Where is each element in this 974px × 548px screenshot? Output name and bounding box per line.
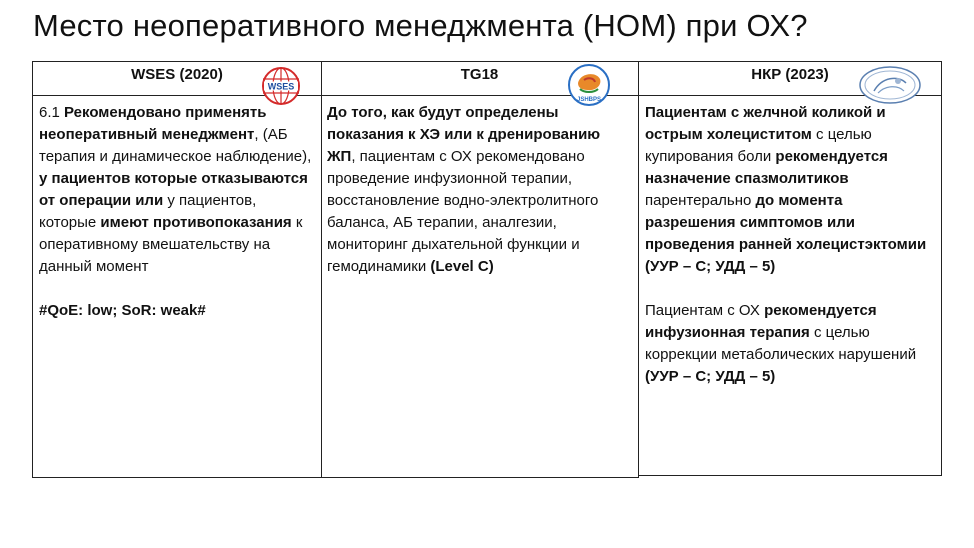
- text-bold: до момента разрешения симптомов или проведения ранней холецистэктомии: [645, 192, 927, 253]
- text-bold: Рекомендовано применять неоперативный менеджмент: [39, 104, 267, 143]
- text-span: с целью коррекции метаболических нарушений: [645, 324, 917, 363]
- text-bold: До того, как будут определены показания к ХЭ или к дренированию ЖП: [327, 104, 601, 165]
- wses-paragraph-recommendation: [39, 102, 315, 278]
- text-span: парентерально: [645, 192, 756, 209]
- text-bold: у пациентов которые отказываются от операции или: [39, 170, 308, 209]
- column-body-wses: [32, 96, 322, 478]
- tg18-paragraph-recommendation: [327, 102, 632, 278]
- wses-evidence-level: [39, 300, 315, 322]
- column-header-wses: WSES (2020): [32, 61, 322, 96]
- column-tg18: [321, 61, 639, 478]
- wses-logo-text: WSES: [267, 81, 295, 92]
- text-span: , пациентам с ОХ рекомендовано проведение инфузионной терапии, восстановление водно-электролитного баланса, АБ терапии, аналгезии, мониторинг дыхательной функции и гемодинамики: [327, 148, 599, 275]
- column-header-nkr: НКР (2023): [639, 61, 942, 96]
- text-span: Пациентам с ОХ: [645, 302, 765, 319]
- text-span: к оперативному вмешательству на данный момент: [39, 214, 303, 275]
- text-span: , (АБ терапия и динамическое наблюдение),: [39, 126, 312, 165]
- wses-logo-icon: [261, 66, 301, 106]
- column-body-nkr: [639, 96, 942, 476]
- nkr-paragraph-infusion: [645, 300, 935, 388]
- jshbps-logo-text: JSHBPS: [576, 97, 602, 103]
- text-bold: рекомендуется инфузионная терапия: [645, 302, 877, 341]
- nkr-society-emblem-icon: [858, 65, 922, 105]
- text-bold: (УУР – С; УДД – 5): [645, 368, 776, 385]
- column-nkr: [639, 61, 942, 476]
- column-wses: [32, 61, 322, 478]
- text-bold: #QoE: low; SoR: weak#: [39, 302, 206, 319]
- slide-title: Место неоперативного менеджмента (НОМ) при ОХ?: [33, 8, 808, 43]
- text-bold: (УУР – С; УДД – 5): [645, 258, 776, 275]
- text-span: 6.1: [39, 104, 65, 121]
- text-span: с целью купирования боли: [645, 126, 872, 165]
- text-bold: Пациентам с желчной коликой и острым холециститом: [645, 104, 886, 143]
- text-bold: (Level C): [430, 258, 494, 275]
- text-span: у пациентов, которые: [39, 192, 257, 231]
- column-body-tg18: [321, 96, 639, 478]
- text-bold: имеют противопоказания: [100, 214, 292, 231]
- text-bold: рекомендуется назначение спазмолитиков: [645, 148, 888, 187]
- jshbps-logo-icon: [566, 63, 612, 107]
- column-header-tg18: TG18: [321, 61, 639, 96]
- nkr-paragraph-spasmolytics: [645, 102, 935, 278]
